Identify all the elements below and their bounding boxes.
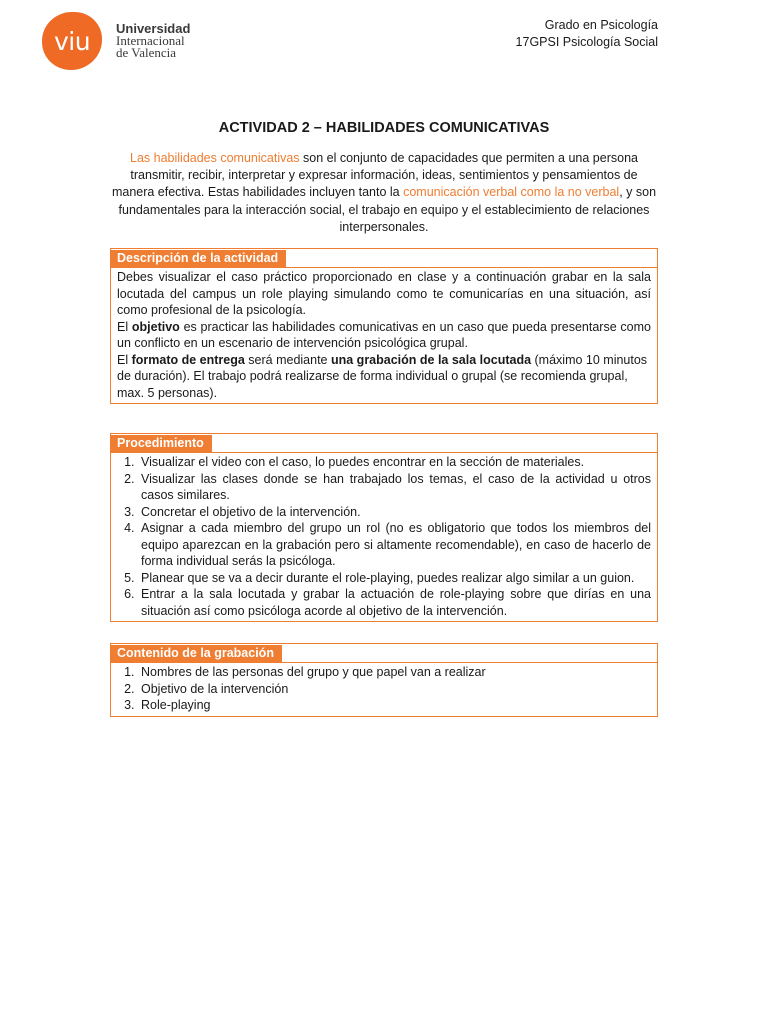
recording-heading: Contenido de la grabación [111, 645, 282, 662]
header-course-info [516, 17, 658, 51]
intro-highlight-2: comunicación verbal como la no verbal [403, 185, 620, 200]
description-paragraph-1: Debes visualizar el caso práctico proporcionado en clase y a continuación grabar en la sala locutada del campus un role playing simulando como te comunicarías en una situación, así como profesional de la psicología. [117, 270, 651, 317]
list-item: 1. Nombres de las personas del grupo y que papel van a realizar [138, 664, 651, 681]
text-run: El [117, 352, 132, 367]
procedure-box [110, 433, 658, 622]
course-name: 17GPSI Psicología Social [515, 35, 658, 49]
description-box [110, 248, 658, 404]
description-heading: Descripción de la actividad [111, 250, 286, 267]
logo-line-1: Universidad [116, 21, 191, 36]
text-run: El [117, 319, 132, 334]
text-run: es practicar las habilidades comunicativas en un caso que pueda presentarse como un conflicto en un escenario de intervención psicológica grupal. [117, 319, 651, 350]
recording-list [117, 664, 651, 714]
university-logo [42, 12, 190, 70]
text-run: (máximo 10 minutos de duración). El trabajo podrá realizarse de forma individual o grupal (se recomienda grupal, max. 5 personas). [117, 352, 648, 400]
procedure-body [111, 452, 657, 621]
logo-mark-text: viu [53, 26, 91, 56]
list-item: 3. Concretar el objetivo de la intervención. [138, 504, 651, 521]
recording-bold: una grabación de la sala locutada [330, 352, 532, 367]
description-paragraph-3 [117, 352, 651, 402]
degree-name: Grado en Psicología [544, 18, 658, 32]
list-item: 1. Visualizar el video con el caso, lo puedes encontrar en la sección de materiales. [138, 454, 651, 471]
procedure-heading: Procedimiento [111, 435, 212, 452]
description-paragraph-2 [117, 319, 651, 352]
recording-body [111, 662, 657, 716]
intro-paragraph [110, 150, 658, 236]
intro-text-2: , y son fundamentales para la interacción social, el trabajo en equipo y el establecimiento de relaciones interpersonales. [118, 185, 657, 234]
list-item: 6. Entrar a la sala locutada y grabar la actuación de role-playing sobre que dirías en una situación así como psicóloga acorde al objetivo de la intervención. [138, 586, 651, 619]
viu-logo-mark [42, 12, 102, 70]
description-body [111, 267, 657, 403]
page-title: ACTIVIDAD 2 – HABILIDADES COMUNICATIVAS [218, 120, 550, 136]
recording-content-box [110, 643, 658, 717]
logo-line-2: Internacional [116, 33, 185, 48]
objective-bold: objetivo [131, 319, 180, 334]
list-item: 3. Role-playing [138, 697, 651, 714]
list-item: 2. Objetivo de la intervención [138, 681, 651, 698]
list-item: 4. Asignar a cada miembro del grupo un rol (no es obligatorio que todos los miembros del equipo aparezcan en la grabación pero si altamente recomendable), en caso de hacerlo de forma individual serás la psicóloga. [138, 520, 651, 570]
logo-wordmark [116, 23, 190, 59]
list-item: 5. Planear que se va a decir durante el role-playing, puedes realizar algo similar a un guion. [138, 570, 651, 587]
logo-line-3: de Valencia [116, 45, 177, 60]
delivery-format-bold: formato de entrega [131, 352, 245, 367]
list-item: 2. Visualizar las clases donde se han trabajado los temas, el caso de la actividad u otros casos similares. [138, 471, 651, 504]
procedure-list [117, 454, 651, 619]
intro-highlight-1: Las habilidades comunicativas [130, 151, 300, 165]
intro-text-1: son el conjunto de capacidades que permiten a una persona transmitir, recibir, interpretar y expresar información, ideas, sentimientos y pensamientos de manera efectiva. Estas habilidades incluyen tanto la [111, 151, 638, 200]
text-run: será mediante [244, 352, 331, 367]
